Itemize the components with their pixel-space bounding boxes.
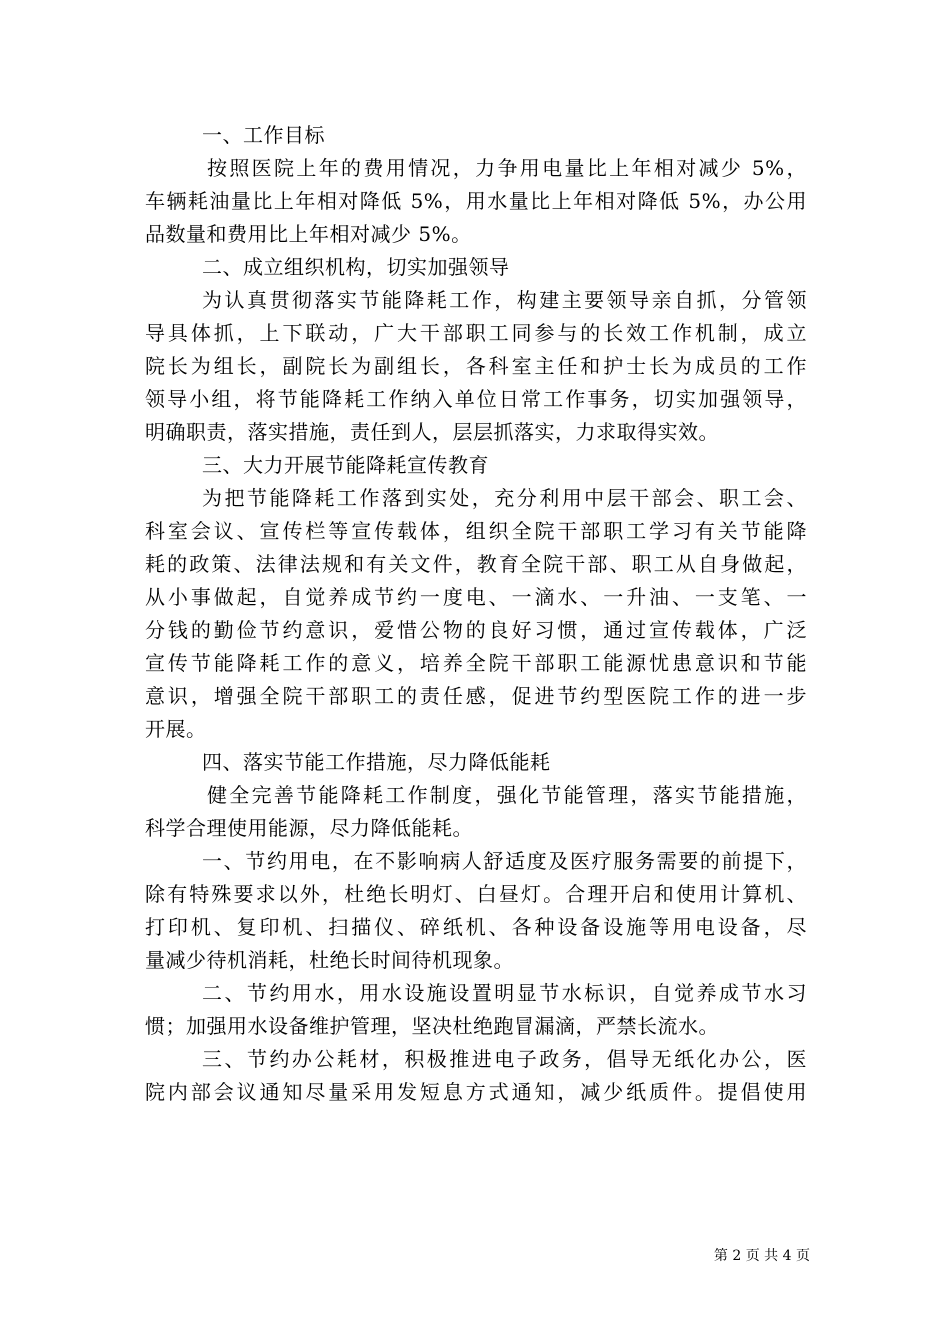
section-heading-3: 三、大力开展节能降耗宣传教育	[202, 453, 489, 477]
paragraph-line: 为认真贯彻落实节能降耗工作，构建主要领导亲自抓，分管领	[202, 288, 807, 312]
paragraph-line: 除有特殊要求以外，杜绝长明灯、白昼灯。合理开启和使用计算机、	[145, 882, 807, 906]
paragraph-line: 分钱的勤俭节约意识，爱惜公物的良好习惯，通过宣传载体，广泛	[145, 618, 807, 642]
paragraph-line: 院长为组长，副院长为副组长，各科室主任和护士长为成员的工作	[145, 354, 807, 378]
paragraph-line: 导具体抓，上下联动，广大干部职工同参与的长效工作机制，成立	[145, 321, 807, 345]
paragraph-line: 三、节约办公耗材，积极推进电子政务，倡导无纸化办公，医	[202, 1047, 807, 1071]
paragraph-line: 意识，增强全院干部职工的责任感，促进节约型医院工作的进一步	[145, 684, 807, 708]
paragraph-line: 打印机、复印机、扫描仪、碎纸机、各种设备设施等用电设备，尽	[145, 915, 807, 939]
paragraph-line: 领导小组，将节能降耗工作纳入单位日常工作事务，切实加强领导，	[145, 387, 807, 411]
document-body	[145, 119, 807, 1109]
section-heading-2: 二、成立组织机构，切实加强领导	[202, 255, 510, 279]
paragraph-line: 惯；加强用水设备维护管理，坚决杜绝跑冒漏滴，严禁长流水。	[145, 1014, 719, 1038]
paragraph-line: 二、节约用水，用水设施设置明显节水标识，自觉养成节水习	[202, 981, 807, 1005]
paragraph-line: 科室会议、宣传栏等宣传载体，组织全院干部职工学习有关节能降	[145, 519, 807, 543]
paragraph-line: 开展。	[145, 717, 207, 741]
paragraph-line: 宣传节能降耗工作的意义，培养全院干部职工能源忧患意识和节能	[145, 651, 807, 675]
paragraph-line: 从小事做起，自觉养成节约一度电、一滴水、一升油、一支笔、一	[145, 585, 807, 609]
paragraph-line: 车辆耗油量比上年相对降低 5%，用水量比上年相对降低 5%，办公用	[145, 189, 807, 213]
paragraph-line: 健全完善节能降耗工作制度，强化节能管理，落实节能措施，	[207, 783, 807, 807]
paragraph-line: 品数量和费用比上年相对减少 5%。	[145, 222, 472, 246]
paragraph-line: 院内部会议通知尽量采用发短息方式通知，减少纸质件。提倡使用	[145, 1080, 807, 1104]
paragraph-line: 明确职责，落实措施，责任到人，层层抓落实，力求取得实效。	[145, 420, 719, 444]
section-heading-1: 一、工作目标	[202, 123, 325, 147]
paragraph-line: 一、节约用电，在不影响病人舒适度及医疗服务需要的前提下，	[202, 849, 807, 873]
page-number: 第 2 页 共 4 页	[713, 1248, 810, 1264]
paragraph-line: 为把节能降耗工作落到实处，充分利用中层干部会、职工会、	[202, 486, 807, 510]
paragraph-line: 按照医院上年的费用情况，力争用电量比上年相对减少 5%，	[207, 156, 807, 180]
paragraph-line: 科学合理使用能源，尽力降低能耗。	[145, 816, 473, 840]
section-heading-4: 四、落实节能工作措施，尽力降低能耗	[202, 750, 551, 774]
paragraph-line: 量减少待机消耗，杜绝长时间待机现象。	[145, 948, 514, 972]
paragraph-line: 耗的政策、法律法规和有关文件，教育全院干部、职工从自身做起，	[145, 552, 807, 576]
